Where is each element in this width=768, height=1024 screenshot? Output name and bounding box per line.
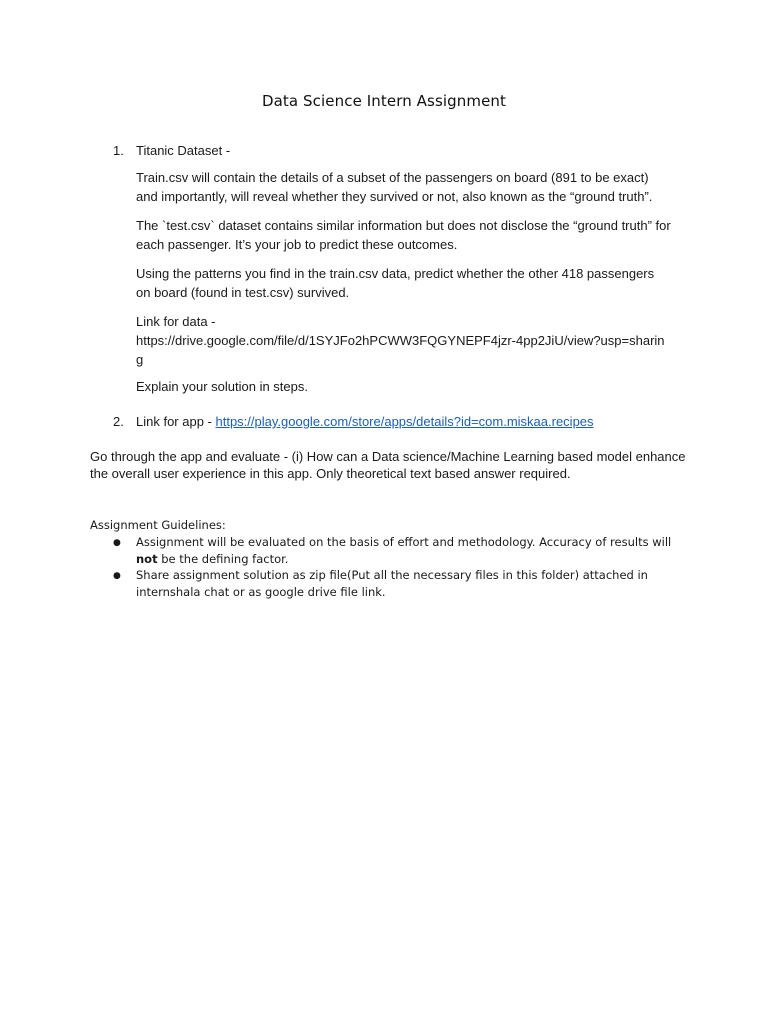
evaluate-paragraph [90,448,690,482]
item-1-heading [136,141,688,160]
text-line: Using the patterns you find in the train.csv data, predict whether the other 418 passengers [136,266,655,281]
item-2-line [136,412,688,431]
text-line: Assignment will be evaluated on the basis of effort and methodology. Accuracy of results will [136,535,672,549]
text-line: internshala chat or as google drive file link. [136,584,386,599]
page-title: Data Science Intern Assignment [261,92,507,110]
text-line: on board (found in test.csv) survived. [136,285,350,300]
text-line: Go through the app and evaluate - (i) How can a Data science/Machine Learning based model enhance [90,449,686,464]
app-link-prefix: Link for app - [136,414,216,429]
text-line: The `test.csv` dataset contains similar information but does not disclose the “ground truth” for [136,218,671,233]
text-line: the overall user experience in this app. Only theoretical text based answer required. [90,466,571,481]
text-line: Share assignment solution as zip file(Put all the necessary files in this folder) attached in [136,568,648,582]
item-1-paragraph-data-link [136,312,688,369]
data-link-text-wrap: g [136,352,144,367]
guideline-item-2 [136,567,696,600]
item-1-paragraph-3 [136,264,688,302]
text-line: each passenger. It’s your job to predict these outcomes. [136,237,458,252]
text-line: Explain your solution in steps. [136,379,308,394]
text-line: Train.csv will contain the details of a subset of the passengers on board (891 to be exact) [136,170,649,185]
bullet-icon: ● [113,571,121,581]
item-1-paragraph-5 [136,377,688,396]
guidelines-heading: Assignment Guidelines: [90,518,226,532]
text-line: Link for data - [136,314,216,329]
item-1-paragraph-1 [136,168,688,206]
list-number-2: 2. [113,414,124,429]
text-line: and importantly, will reveal whether they survived or not, also known as the “ground truth”. [136,189,653,204]
bold-text: not [136,551,158,566]
bullet-icon: ● [113,538,121,548]
app-link[interactable]: https://play.google.com/store/apps/details?id=com.miskaa.recipes [215,414,594,429]
guideline-item-1 [136,534,696,567]
item-1-paragraph-2 [136,216,688,254]
list-number-1: 1. [113,143,124,158]
data-link-text: https://drive.google.com/file/d/1SYJFo2hPCWW3FQGYNEPF4jzr-4pp2JiU/view?usp=sharin [136,333,665,348]
text-line: be the defining factor. [157,551,289,566]
item-1-heading-text: Titanic Dataset - [136,143,231,158]
